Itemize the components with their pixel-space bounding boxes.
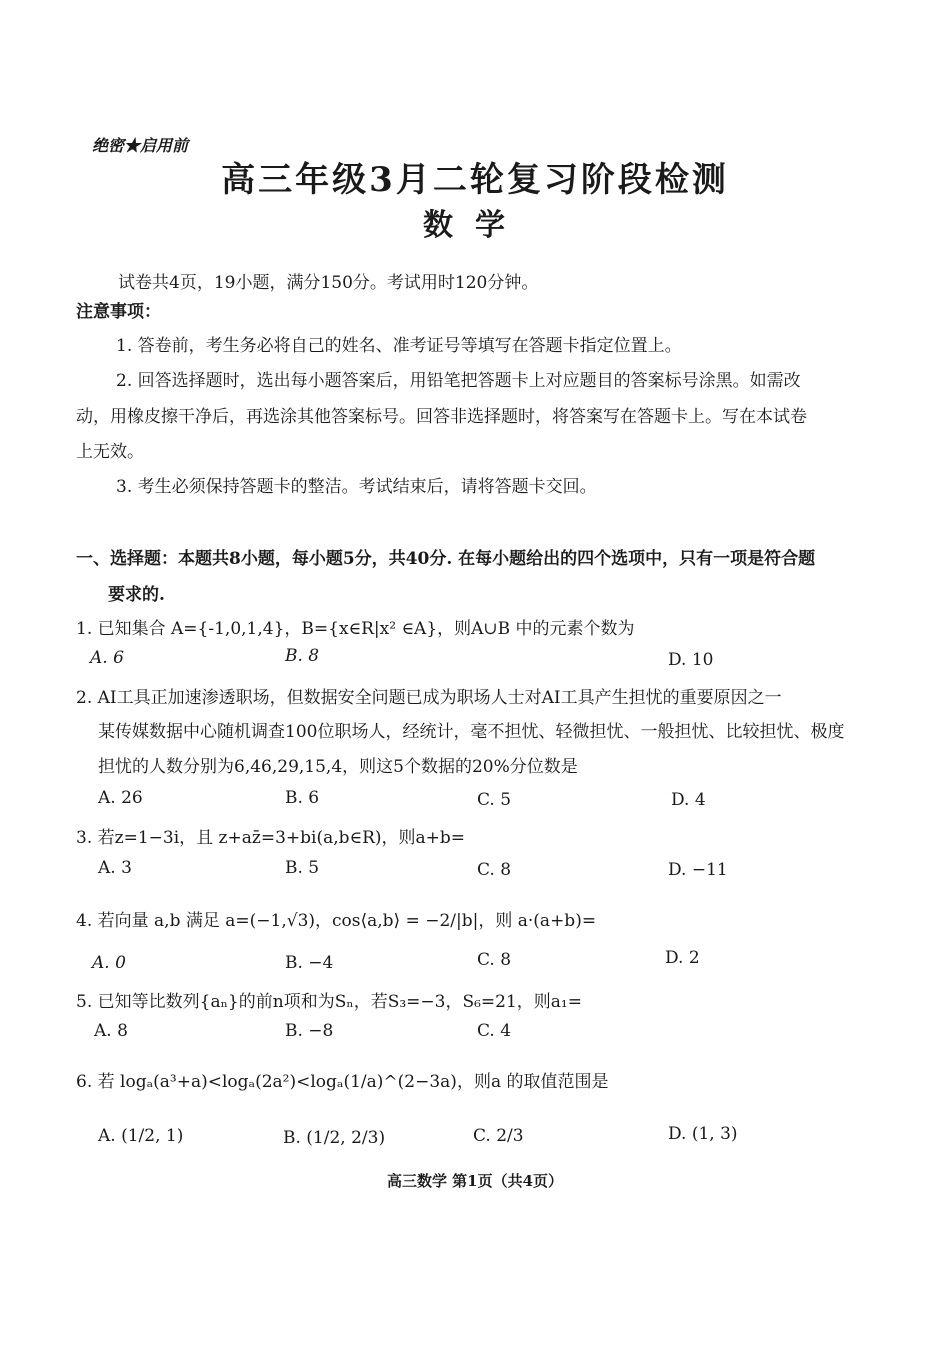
notice-heading: 注意事项： <box>76 302 161 322</box>
question-1-option-b: B. 8 <box>285 646 320 666</box>
subject-title: 数学 <box>423 208 527 243</box>
notice-item-2-line-3: 上无效。 <box>76 442 144 462</box>
page-footer: 高三数学 第1页（共4页） <box>386 1172 564 1190</box>
question-4-stem: 4. 若向量 a,b 满足 a=(−1,√3)，cos⟨a,b⟩ = −2/|b|，则 a·(a+b)= <box>76 911 597 931</box>
question-2-stem-line-3: 担忧的人数分别为6,46,29,15,4，则这5个数据的20%分位数是 <box>98 757 578 777</box>
question-5-option-b: B. −8 <box>285 1021 334 1041</box>
question-1-option-a: A. 6 <box>90 648 124 668</box>
question-4-option-a: A. 0 <box>92 953 126 973</box>
question-6-option-c: C. 2/3 <box>473 1126 524 1146</box>
question-1-stem: 1. 已知集合 A={-1,0,1,4}，B={x∈R|x² ∈A}，则A∪B 中的元素个数为 <box>76 619 635 639</box>
notice-item-1: 1. 答卷前，考生务必将自己的姓名、准考证号等填写在答题卡指定位置上。 <box>116 336 682 356</box>
section-1-heading-cont: 要求的. <box>108 585 165 605</box>
question-6-stem: 6. 若 logₐ(a³+a)<logₐ(2a²)<logₐ(1/a)^(2−3a)，则a 的取值范围是 <box>76 1072 609 1092</box>
question-3-option-b: B. 5 <box>285 858 320 878</box>
question-4-option-d: D. 2 <box>665 948 700 968</box>
question-2-option-c: C. 5 <box>477 790 512 810</box>
question-6-option-a: A. (1/2, 1) <box>98 1126 184 1146</box>
question-1-option-d: D. 10 <box>668 650 714 670</box>
question-4-option-c: C. 8 <box>477 950 512 970</box>
question-3-option-d: D. −11 <box>668 860 728 880</box>
question-5-option-a: A. 8 <box>94 1021 128 1041</box>
notice-item-3: 3. 考生必须保持答题卡的整洁。考试结束后，请将答题卡交回。 <box>116 477 597 497</box>
question-5-stem: 5. 已知等比数列{aₙ}的前n项和为Sₙ，若S₃=−3，S₆=21，则a₁= <box>76 992 582 1012</box>
question-2-stem-line-2: 某传媒数据中心随机调查100位职场人，经统计，毫不担忧、轻微担忧、一般担忧、比较担忧、极度 <box>98 722 845 742</box>
question-4-option-b: B. −4 <box>285 953 334 973</box>
notice-item-2-line-1: 2. 回答选择题时，选出每小题答案后，用铅笔把答题卡上对应题目的答案标号涂黑。如需改 <box>116 371 801 391</box>
exam-intro: 试卷共4页，19小题，满分150分。考试用时120分钟。 <box>118 273 539 293</box>
question-2-option-a: A. 26 <box>98 788 143 808</box>
question-2-option-d: D. 4 <box>671 790 706 810</box>
section-1-heading: 一、选择题：本题共8小题，每小题5分，共40分. 在每小题给出的四个选项中，只有一项是符合题 <box>76 549 816 569</box>
exam-title: 高三年级3月二轮复习阶段检测 <box>221 160 729 200</box>
question-6-option-b: B. (1/2, 2/3) <box>283 1128 386 1148</box>
question-3-stem: 3. 若z=1−3i，且 z+az̄=3+bi(a,b∈R)，则a+b= <box>76 828 466 848</box>
question-6-option-d: D. (1, 3) <box>668 1124 738 1144</box>
question-2-stem-line-1: 2. AI工具正加速渗透职场，但数据安全问题已成为职场人士对AI工具产生担忧的重要原因之一 <box>76 688 782 708</box>
question-3-option-c: C. 8 <box>477 860 512 880</box>
question-5-option-c: C. 4 <box>477 1021 512 1041</box>
notice-item-2-line-2: 动，用橡皮擦干净后，再选涂其他答案标号。回答非选择题时，将答案写在答题卡上。写在本试卷 <box>76 407 807 427</box>
question-3-option-a: A. 3 <box>98 858 132 878</box>
confidential-label: 绝密★启用前 <box>92 136 189 155</box>
question-2-option-b: B. 6 <box>285 788 320 808</box>
